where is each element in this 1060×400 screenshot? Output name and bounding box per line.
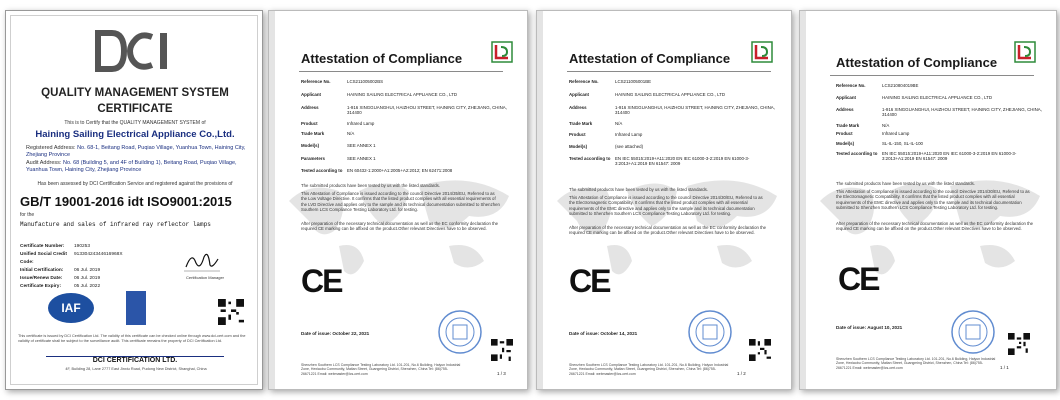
ce-marking-paragraph: After preparation of the necessary technical documentation as well as the EC conformity declaration the required CE marking can be affixed on the product.Other relevant Directives have to be observed. [301,221,499,232]
field-value: Infrared Lamp [882,131,910,136]
field-value: HAINING SAILING ELECTRICAL APPLIANCE CO., LTD [615,92,726,97]
directive-paragraph: This Attestation of Compliance is issued according to the council Directive 2014/30/EU, Referred to as the Electromagnetic Compatibility. It confirms that the listed product complies with all essential requirements of the EMC directive and applies only to the sample and its technical documentation submitted to Shenzhen Southern LCS Compliance Testing Laboratory Ltd. for testing. [569,195,763,217]
detail-row [20,275,150,283]
qms-title-line1: QUALITY MANAGEMENT SYSTEM [41,87,229,99]
title-divider [830,75,1034,76]
attestation-certificate-3 [799,10,1057,390]
page-edge [800,11,806,389]
field-key: Applicant [301,92,322,97]
ce-marking-paragraph: After preparation of the necessary technical documentation as well as the EC conformity declaration the required CE marking can be affixed on the product.Other relevant Directives have to be observed. [569,225,767,236]
signature-label: Certification Manager [186,275,225,280]
field-key: Applicant [569,92,590,97]
date-value: October 14, 2021 [600,331,638,336]
field-key: Reference No. [836,83,866,88]
field-address [569,105,779,116]
for-text: for the [20,212,35,218]
detail-key: Issue/Renew Date: [20,276,63,281]
field-key: Address [569,105,587,110]
field-key: Model(s) [569,144,588,149]
detail-row [20,283,150,291]
field-value: EN IEC 55015:2019+A11:2020 EN IEC 61000-3-2:2019 EN 61000-3-3:2013+A1:2019 EN 61547: 2009 [615,156,750,167]
registered-address [26,145,256,159]
lab-address-footer: Shenzhen Southern LCS Compliance Testing Laboratory Ltd. 101-201, No.6 Building, Haiyun Industrial Zone, Hexiaobu Community, Matian Street, Guangming District, Shenzhen, China Tel: (86)755-26671221 Email: webmaster@lcs-cert.com [836,357,996,370]
detail-value: 190253 [74,244,91,249]
registered-address-label: Registered Address: [26,145,76,151]
date-value: August 10, 2021 [867,325,903,330]
date-value: October 22, 2021 [332,331,370,336]
attestation-title: Attestation of Compliance [301,51,463,66]
field-key: Product [836,131,853,136]
certificate-footnote: This certificate is issued by DCI Certification Ltd. The validity of this certificate can be checked online through www.dci-cert.com and the validity of certificate shall be subject to the surveillance audit. This certificate remains the property of DCI Certification Ltd. [18,334,246,343]
field-product [569,132,779,137]
audit-address-label: Audit Address: [26,160,62,166]
date-of-issue [569,331,637,336]
field-key: Trade Mark [569,121,593,126]
page-edge [269,11,275,389]
accreditation-badge-icon [126,291,146,325]
field-product [836,131,1046,136]
field-value: EN 60432-1:2000+A1:2005+A2:2012; EN 62471:2008 [347,168,453,173]
qr-code-icon [749,339,771,361]
field-value: EN IEC 55015:2019+A11:2020 EN IEC 61000-3-2:2019 EN 61000-3-3:2013+A1:2019 EN 61547: 2009 [882,151,1017,162]
field-key: Reference No. [569,79,599,84]
submitted-text: The submitted products have been tested by us with the listed standards. [836,181,976,186]
field-key: Trade Mark [836,123,860,128]
field-value: N/A [882,123,890,128]
lcs-logo-icon [491,41,513,65]
field-tested-according [836,151,1046,162]
title-divider [299,71,503,72]
date-label: Date of issue: [569,331,600,336]
field-applicant [836,95,1046,100]
field-key: Address [836,107,854,112]
qr-code-icon [491,339,513,361]
testing-stamp-icon [437,309,483,355]
field-value: Infrared Lamp [615,132,643,137]
page-number: 1 / 2 [737,371,746,376]
assessed-text: Has been assessed by DCI Certification Service and registered against the provisions of [37,181,233,187]
ce-marking-paragraph: After preparation of the necessary technical documentation as well as the EC conformity declaration the required CE marking can be affixed on the product.Other relevant Directives have to be observed. [836,221,1034,232]
field-value: LCS211005002BS [347,79,384,84]
field-value: 1-916 XINGGUANGHUI, HAIZHOU STREET, HAINING CITY, ZHEJIANG, CHINA, 314400 [615,105,775,116]
detail-value: 06 Jul. 2019 [74,276,101,281]
field-models [836,141,1046,146]
field-value: SL-IL-150, SL-IL-100 [882,141,924,146]
field-product [301,121,511,126]
field-value: 1-916 XINGGUANGHUI, HAIZHOU STREET, HAINING CITY, ZHEJIANG, CHINA, 314400 [347,105,507,116]
field-value: N/A [347,131,355,136]
directive-paragraph: This Attestation of Compliance is issued according to the council Directive 2014/30/EU, Referred to as the Electromagnetic Compatibility. It confirms that the listed product complies with all essential requirements of the EMC directive and applies only to the sample and its technical documentation submitted to Shenzhen Southern LCS Compliance Testing Laboratory Ltd. for testing. [836,189,1030,211]
field-address [301,105,511,116]
certificate-scope: Manufacture and sales of infrared ray reflector lamps [20,221,211,228]
date-label: Date of issue: [836,325,867,330]
registered-address-value: No. 68-1, Beitang Road, Puqiao Village, Yuanhua Town, Haining City, Zhejiang Province [26,145,246,158]
qms-title-line2: CERTIFICATE [97,103,173,115]
testing-stamp-icon [950,309,996,355]
field-value: N/A [615,121,623,126]
qr-code-icon [1008,333,1030,355]
attestation-title: Attestation of Compliance [836,55,998,70]
field-key: Tested according to [569,156,611,161]
qr-code-icon [218,299,244,325]
submitted-text: The submitted products have been tested by us with the listed standards. [569,187,709,192]
lab-address-footer: Shenzhen Southern LCS Compliance Testing Laboratory Ltd. 101-201, No.6 Building, Haiyun Industrial Zone, Hexiaobu Community, Matian Street, Guangming District, Shenzhen, China Tel: (86)755-26671221 Email: webmaster@lcs-cert.com [301,363,461,376]
field-reference [836,83,1046,88]
issuer-name: DCI CERTIFICATION LTD. [92,357,178,364]
standard-title: GB/T 19001-2016 idt ISO9001:2015 [20,194,232,209]
detail-key: Certificate Number: [20,244,65,249]
date-of-issue [836,325,902,330]
certify-text: This is to Certify that the QUALITY MANAGEMENT SYSTEM of [64,120,206,126]
detail-row [20,243,150,251]
submitted-text: The submitted products have been tested by us with the listed standards. [301,183,441,188]
field-trade-mark [836,123,1046,128]
field-key: Product [569,132,586,137]
field-key: Product [301,121,318,126]
field-value: SEE ANNEX 1 [347,156,376,161]
field-address [836,107,1046,118]
field-tested-according [301,168,511,173]
directive-paragraph: This Attestation of Compliance is issued according to the council Directive 2014/35/EU, Referred to as the Low Voltage Directive. It confirms that the listed product complies with all essential requirements of the LVD Directive and applies only to the sample and its technical documentation submitted to Shenzhen Southern LCS Compliance Testing Laboratory Ltd. for testing. [301,191,500,213]
qms-certificate [5,10,263,390]
detail-value: 06 Jul. 2019 [74,268,101,273]
audit-address [26,160,256,174]
field-models [569,144,779,149]
field-trade-mark [569,121,779,126]
ce-mark-icon: CE [838,261,879,297]
field-value: (see attached) [615,144,644,149]
detail-row [20,251,150,267]
dci-logo-icon [94,29,178,73]
field-key: Reference No. [301,79,331,84]
field-key: Trade Mark [301,131,325,136]
field-key: Address [301,105,319,110]
date-label: Date of issue: [301,331,332,336]
certificate-details [20,243,150,291]
issuer-address: 4F, Building 28, Lane 2777 East Jinxiu Road, Pudong New District, Shanghai, China [65,367,207,371]
attestation-certificate-1 [268,10,528,390]
page-edge [537,11,543,389]
page-number: 1 / 1 [1000,365,1009,370]
field-value: HAINING SAILING ELECTRICAL APPLIANCE CO., LTD [882,95,993,100]
detail-key: Initial Certification: [20,268,64,273]
field-applicant [569,92,779,97]
lcs-logo-icon [1014,41,1036,65]
detail-row [20,267,150,275]
page-number: 1 / 3 [497,371,506,376]
field-models [301,143,511,148]
field-parameters [301,156,511,161]
ce-mark-icon: CE [569,263,610,299]
field-trade-mark [301,131,511,136]
ce-mark-icon: CE [301,263,342,299]
signature-icon [182,249,222,273]
audit-address-value: No. 68 (Building 5, and 4F of Building 1), Beitang Road, Puqiao Village, Yuanhua Town, Haining City, Zhejiang Province [26,160,237,173]
attestation-certificate-2 [536,10,792,390]
field-value: HAINING SAILING ELECTRICAL APPLIANCE CO., LTD [347,92,458,97]
field-key: Tested according to [301,168,343,173]
field-value: 1-916 XINGGUANGHUI, HAIZHOU STREET, HAINING CITY, ZHEJIANG, CHINA, 314400 [882,107,1042,118]
field-key: Parameters [301,156,325,161]
field-reference [569,79,779,84]
company-name: Haining Sailing Electrical Appliance Co.,Ltd. [35,129,235,140]
field-value: LCS210804019BE [882,83,919,88]
field-value: Infrared Lamp [347,121,375,126]
lab-address-footer: Shenzhen Southern LCS Compliance Testing Laboratory Ltd. 101-201, No.6 Building, Haiyun Industrial Zone, Hexiaobu Community, Matian Street, Guangming District, Shenzhen, China Tel: (86)755-26671221 Email: webmaster@lcs-cert.com [569,363,729,376]
date-of-issue [301,331,369,336]
field-key: Tested according to [836,151,878,156]
field-reference [301,79,511,84]
detail-value: 91330424344616968X [74,252,123,257]
field-tested-according [569,156,779,167]
detail-key: Certificate Expiry: [20,284,62,289]
title-divider [567,71,771,72]
detail-value: 05 Jul. 2022 [74,284,101,289]
detail-key: Unified Social Credit Code: [20,252,67,265]
field-key: Model(s) [836,141,855,146]
iaf-logo-icon: IAF [48,293,94,323]
field-key: Applicant [836,95,857,100]
field-key: Model(s) [301,143,320,148]
lcs-logo-icon [751,41,773,65]
attestation-title: Attestation of Compliance [569,51,731,66]
field-applicant [301,92,511,97]
field-value: LCS211005001BE [615,79,652,84]
testing-stamp-icon [687,309,733,355]
field-value: SEE ANNEX 1 [347,143,376,148]
